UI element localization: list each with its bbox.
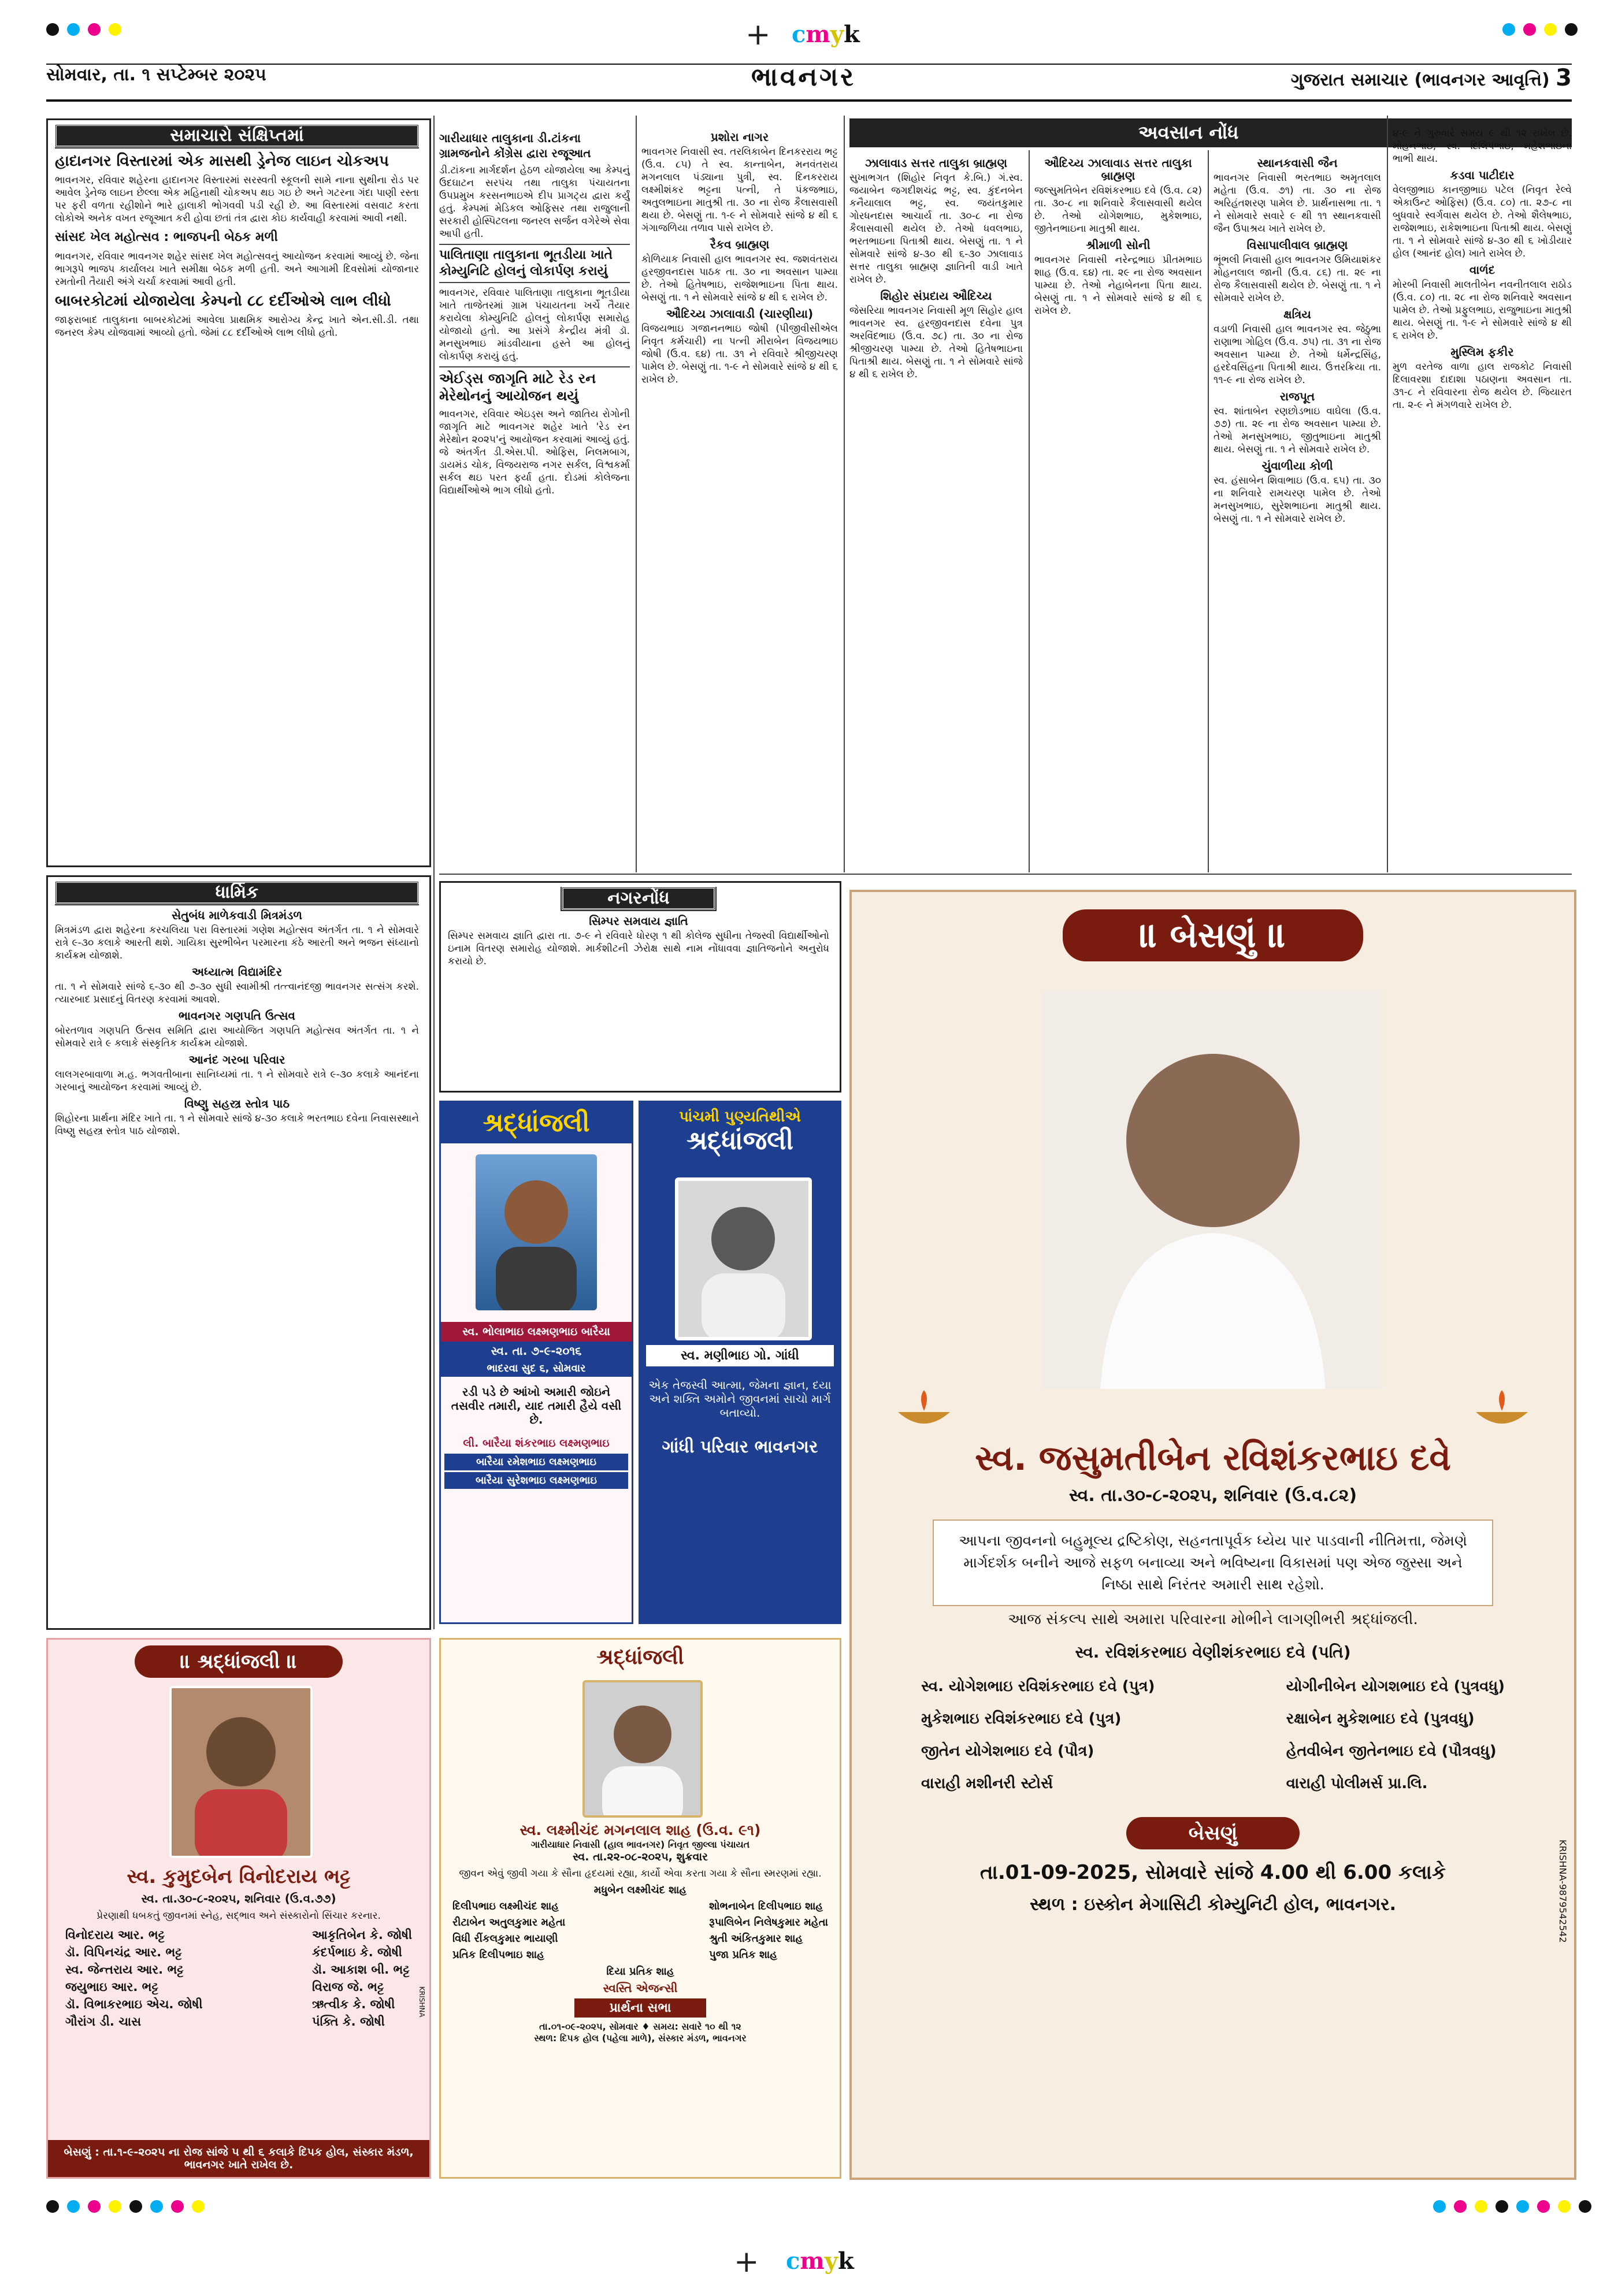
brief-body-1: ભાવનગર, રવિવાર શહેરના હાદાનગર વિસ્તારમાં સરસ્વતી સ્કૂલની સામે નાના સુથીના રોડ પર આવેલ ડ્રેનેજ લાઇન છેલ્લા એક મહિનાથી ચોકઅપ થઇ ગઇ છે અને ગટરના ગંદા પાણી રસ્તા પર ફરી વળતા રહીશોને ભારે હાલાકી ભોગવવી પડી રહી છે. આ વિસ્તારમાં વસવાટ કરતા લોકોએ અનેક વખત રજૂઆત કરી હોવા છતાં તંત્ર દ્વારા કોઇ કાર્યવાહી કરવામાં આવી નથી. [55, 174, 419, 224]
religious-h2: અધ્યાત્મ વિદ્યામંદિર [192, 965, 282, 979]
obit-h1: ઝાલાવાડ સત્તર તાલુકા બ્રાહ્મણ [864, 156, 1008, 170]
obit-h3: ઔદિચ્ય ઝાલાવાડ સત્તર તાલુકા બ્રાહ્મણ [1044, 156, 1192, 183]
laxmi-family-head: મધુબેન લક્ષ્મીચંદ શાહ [593, 1884, 687, 1896]
obit-col-b [1034, 153, 1202, 870]
district-h2: પાલિતાણા તાલુકાના ભૂતડીયા ખાતે કોમ્યુનિટિ હોલનું લોકાર્પણ કરાયું [439, 244, 630, 283]
divider-1 [433, 116, 435, 1629]
obit3b-b1: વેલજીભાઇ કાનજીભાઇ પટેલ (નિવૃત રેલ્વે એકાઉન્ટ ઓફિસ) (ઉ.વ. ૮૦) તા. ૨૭-૮ ના બુધવારે સ્વર્ગવાસ થયેલ છે. તેઓ શૈલેષભાઇ, રાજેશભાઇ, રાકેશભાઇના પિતાશ્રી થાય. બેસણું તા. ૧ ને સોમવારે સાંજે ૪-૩૦ થી ૬ ખોડીયાર હોલ (આનંદ હોલ) ખાતે રાખેલ છે. [1393, 184, 1572, 259]
bhola-family-2: બારૈયા રમેશભાઇ લક્ષ્મણભાઇ [444, 1454, 628, 1470]
registration-plus-top: + [745, 17, 771, 52]
mani-heading: શ્રદ્ધાંજલી [686, 1126, 794, 1156]
jasu-besnu-label: બેસણું [1126, 1817, 1300, 1849]
brief-body-3: જાફરાબાદ તાલુકાના બાબરકોટમાં આવેલા પ્રાથમિક આરોગ્ય કેન્દ્ર ખાતે એન.સી.ડી. તથા જનરલ કેમ્પ યોજવામાં આવ્યો હતો. જેમાં ૮૮ દર્દીઓએ લાભ લીધો હતો. [55, 314, 419, 339]
obit-b5: ભાવનગર નિવાસી ભરતભાઇ અમૃતલાલ મહેતા (ઉ.વ. ૭૧) તા. ૩૦ ના રોજ અરિહંતશરણ પામેલ છે. પ્રાર્થનાસભા તા. ૧ ને સોમવારે સવારે ૯ થી ૧૧ સ્થાનકવાસી જૈન ઉપાશ્રય ખાતે રાખેલ છે. [1214, 172, 1381, 235]
divider-4 [1029, 150, 1030, 872]
divider-2 [636, 116, 637, 872]
jasu-closing: આજ સંકલ્પ સાથે અમારા પરિવારના મોભીને લાગણીભરી શ્રદ્ધાંજલી. [1008, 1611, 1418, 1628]
divider-5 [1208, 150, 1209, 872]
obit3b-b2: મોરબી નિવાસી માલતીબેન નવનીતલાલ રાઠોડ (ઉ.વ. ૮૦) તા. ૨૮ ના રોજ શનિવારે અવસાન પામેલ છે. તેઓ પ્રફુલભાઇ, રાજુભાઇના માતુશ્રી થાય. બેસણું તા. ૧-૯ ને સોમવારે સાંજે ૪ થી ૬ રાખેલ છે. [1393, 279, 1572, 341]
jasu-credit: KRISHNA-9879542542 [1557, 1840, 1568, 1943]
obit-h4: શ્રીમાળી સોની [1086, 238, 1151, 252]
ad-laxmichand [439, 1638, 841, 2179]
cmyk-label-top: cmyk [792, 21, 860, 48]
ad-bholabhai [439, 1101, 633, 1624]
kumud-dates: સ્વ. તા.૩૦-૮-૨૦૨૫, શનિવાર (ઉ.વ.૭૭) [141, 1892, 336, 1905]
jasu-husband: સ્વ. રવિશંકરભાઇ વેણીશંકરભાઇ દવે (પતિ) [1075, 1643, 1351, 1662]
diya-icon-left [892, 1389, 956, 1429]
obit3-b2: કોળિયાક નિવાસી હાલ ભાવનગર સ્વ. જશવંતરાય હરજીવનદાસ પાઠક તા. ૩૦ ના અવસાન પામ્યા છે. તેઓ હિતેષભાઇ, રાજેશભાઇના પિતા થાય. બેસણું તા. ૧ ને સોમવારે સાંજે ૪ થી ૬ રાખેલ છે. [641, 254, 838, 303]
religious-h3: ભાવનગર ગણપતિ ઉત્સવ [178, 1009, 296, 1023]
nagar-b1: સિમ્પર સમવાય જ્ઞાતિ દ્વારા તા. ૭-૯ ને રવિવારે ધોરણ ૧ થી કોલેજ સુધીના તેજસ્વી વિદ્યાર્થીઓનો ઇનામ વિતરણ સમારોહ યોજાશે. માર્કશીટની ઝેરોક્ષ સાથે નામ નોંધાવવા જ્ઞાતિજનોને અનુરોધ કરાયો છે. [448, 930, 829, 967]
diya-icon-right [1470, 1389, 1534, 1429]
obit3-b0: ૪-૯ ને ગુરુવારે સમય ૯ થી ૧૨ રાખેલ છે. મોહનભાઇ, સ્વ. દિલિપભાઇ, મહેશભાઇના ભાભી થાય. [1393, 128, 1572, 165]
color-dots-bottom-left [46, 2200, 205, 2213]
obit-h6: વિસાપાલીવાલ બ્રાહ્મણ [1246, 238, 1348, 252]
bhola-dates: સ્વ. તા. ૭-૯-૨૦૧૬ [441, 1342, 632, 1360]
laxmi-name: સ્વ. લક્ષ્મીચંદ મગનલાલ શાહ (ઉ.વ. ૯૧) [519, 1822, 761, 1838]
color-dots-bottom-right [1433, 2200, 1591, 2213]
obit2-b1: વડાળી નિવાસી હાલ ભાવનગર સ્વ. જેઠુભા રાણાભા ગોહિલ (ઉ.વ. ૭૫) તા. ૩૧ ના રોજ અવસાન પામ્યા છે. તેઓ ધર્મેન્દ્રસિંહ, હરદેવસિંહના પિતાશ્રી થાય. ઉત્તરક્રિયા તા. ૧૧-૯ ના રોજ રાખેલ છે. [1214, 324, 1381, 386]
header-date: સોમવાર, તા. ૧ સપ્ટેમ્બર ૨૦૨૫ [46, 65, 266, 85]
obit2-h1: ક્ષત્રિય [1283, 307, 1311, 321]
district-h3: એઈડ્સ જાગૃતિ માટે રેડ રન મેરેથોનનું આયોજન થયું [439, 366, 630, 404]
obit-col-c [1214, 153, 1381, 870]
obit-b3: જલ્સુમતિબેન રવિશંકરભાઇ દવે (ઉ.વ. ૮૨) તા. ૩૦-૮ ના શનિવારે કૈલાસવાસી થયેલ છે. તેઓ યોગેશભાઇ, મુકેશભાઇ, જીતેનભાઇના માતુશ્રી થાય. [1034, 185, 1202, 235]
briefs-column [55, 124, 419, 858]
district-news-text [439, 127, 630, 861]
religious-column [55, 881, 419, 1621]
color-dots-top-left [46, 23, 121, 36]
portrait-elder-man-icon [678, 1181, 808, 1337]
district-b3: ભાવનગર, રવિવાર એઇડ્સ અને જાતિય રોગોની જાગૃતિ માટે ભાવનગર શહેર ખાતે 'રેડ રન મેરેથોન ૨૦૨૫'નું આયોજન કરવામાં આવ્યું હતું. જે અંતર્ગત ડી.એસ.પી. ઓફિસ, નિલમબાગ, ડાયમંડ ચોક, વિજયરાજ નગર સર્કલ, વિશ્વકર્મા સર્કલ થઇ પરત ફર્યા હતા. દોડમાં કોલેજના વિદ્યાર્થીઓએ ભાગ લીધો હતો. [439, 408, 630, 496]
mani-top: પાંચમી પુણ્યતિથીએ [679, 1108, 801, 1125]
bhola-verse: રડી પડે છે આંખો અમારી જોઇને તસવીર તમારી, યાદ તમારી હૈયે વસી છે. [451, 1385, 622, 1426]
registration-plus-bottom: + [734, 2245, 759, 2279]
portrait-man-icon [476, 1154, 597, 1310]
obit-col-a [849, 153, 1023, 870]
laxmi-org: સ્વસ્તિ એજન્સી [603, 1981, 678, 1995]
obit-h2: શિહોર સંપ્રદાય ઔદિચ્ય [880, 289, 992, 303]
obit-b1: સુખાભગત (શિહોર નિવૃત કે.બિ.) ગં.સ્વ. જયાબેન જગદીશચંદ્ર ભટ્ટ, સ્વ. કુંદનબેન કનૈયાલાલ ભટ્ટ, સ્વ. જયંતકુમાર ગોરધનદાસ આચાર્ય તા. ૩૦-૮ ના રોજ કૈલાસવાસી થયેલ છે. તેઓ ધવલભાઇ, ભરતભાઇના પિતાશ્રી થાય. બેસણું તા. ૧ ને સોમવારે સાંજે ૪-૩૦ થી ૬-૩૦ ઝાલાવાડ સત્તર તાલુકા બ્રાહ્મણ જ્ઞાતિની વાડી ખાતે રાખેલ છે. [849, 172, 1023, 285]
religious-b3: બોરતળાવ ગણપતિ ઉત્સવ સમિતિ દ્વારા આયોજિત ગણપતિ મહોત્સવ અંતર્ગત તા. ૧ ને સોમવારે રાત્રે ૯ કલાકે સંસ્કૃતિક કાર્યક્રમ યોજાશે. [55, 1025, 419, 1049]
religious-title: ધાર્મિક [55, 881, 419, 904]
obit2-b3: સ્વ. હંસાબેન શિવાભાઇ (ઉ.વ. ૬૫) તા. ૩૦ ના શનિવારે રામચરણ પામેલ છે. તેઓ મનસુખભાઇ, સુરેશભાઇના માતુશ્રી થાય. બેસણું તા. ૧ ને સોમવારે રાખેલ છે. [1214, 475, 1381, 525]
jasu-besnu-place: સ્થળ : ઇસ્કોન મેગાસિટી કોમ્યુનિટી હોલ, ભાવનગર. [1029, 1894, 1397, 1915]
bhola-name: સ્વ. ભોલાભાઇ લક્ષ્મણભાઇ બારૈયા [441, 1322, 632, 1342]
jasu-name: સ્વ. જસુમતીબેન રવિશંકરભાઇ દવે [975, 1438, 1451, 1478]
obit3-b1: ભાવનગર નિવાસી સ્વ. તરલિકાબેન દિનકરરાય ભટ્ટ (ઉ.વ. ૮૫) તે સ્વ. કાન્તાબેન, મનવંતરાય મગનલાલ પંડ્યાના પુત્રી, સ્વ. દિનકરરાય લક્ષ્મીશંકર ભટ્ટના પત્ની, તે પંકજભાઇ, અતુલભાઇના માતુશ્રી તા. ૩૦ ના રોજ કૈલાસવાસી થયા છે. બેસણું તા. ૧-૯ ને સોમવારે સાંજે ૪ થી ૬ ગંગાજળિયા તળાવ પાસે રાખેલ છે. [641, 146, 838, 234]
kumud-family-right: આકૃતિબેન કે. જોષી કંદર્પભાઇ કે. જોષી ડૉ. આકાશ બી. ભટ્ટ વિરાજ જે. ભટ્ટ ઋત્વીક કે. જોષી પંક્તિ કે. જોષી [311, 1928, 412, 2028]
cmyk-label-bottom: cmyk [786, 2247, 854, 2275]
nagar-h1: સિમ્પર સમવાય જ્ઞાતિ [589, 914, 688, 928]
jasu-dates: સ્વ. તા.૩૦-૮-૨૦૨૫, શનિવાર (ઉ.વ.૮૨) [1068, 1485, 1357, 1506]
obit3b-h1: કડવા પાટીદાર [1450, 168, 1515, 182]
jasu-heading: ॥ બેસણું ॥ [1063, 909, 1363, 961]
ad-kumudben [46, 1638, 431, 2179]
bhola-heading: શ્રદ્ધાંજલી [441, 1102, 632, 1143]
laxmi-sabha: પ્રાર્થના સભા [574, 1998, 706, 2018]
obit3-h3: ઔદિચ્ય ઝાલાવાડી (ચારણીયા) [666, 307, 814, 321]
obit2-b2: સ્વ. શાંતાબેન રણછોડભાઇ વાઘેલા (ઉ.વ. ૭૭) તા. ૨૯ ના રોજ અવસાન પામ્યા છે. તેઓ મનસુખભાઇ, જીતુભાઇના માતુશ્રી થાય. બેસણું તા. ૧ ને સોમવારે રાખેલ છે. [1214, 406, 1381, 455]
obit-h5: સ્થાનકવાસી જૈન [1257, 156, 1338, 170]
laxmi-origin: ગારીયાધાર નિવાસી (હાલ ભાવનગર) નિવૃત જીલ્લા પંચાયત [530, 1839, 750, 1850]
laxmi-photo [582, 1680, 703, 1818]
laxmi-grand: દિયા પ્રતિક શાહ [606, 1966, 674, 1978]
obit3b-h2: વાળંદ [1469, 263, 1495, 277]
obit3-h1: પ્રશોરા નાગર [710, 130, 769, 144]
nagar-column [448, 887, 829, 1083]
obit-title: અવસાન નોંધ [1138, 121, 1239, 143]
nagar-title: નગરનોંધ [562, 887, 715, 910]
obit-b6: ભૂંભલી નિવાસી હાલ ભાવનગર ઉમિયાશંકર મોહનલાલ જાની (ઉ.વ. ૮૬) તા. ૨૯ ના રોજ કૈલાસવાસી થયેલ છે. બેસણું તા. ૧ ને સોમવારે રાખેલ છે. [1214, 254, 1381, 304]
jasu-besnu-time: તા.01-09-2025, સોમવારે સાંજે 4.00 થી 6.00 કલાકે [980, 1861, 1446, 1884]
jasu-photo [1042, 990, 1383, 1389]
kumud-credit: KRISHNA [418, 1986, 426, 2018]
jasu-family-left: સ્વ. યોગેશભાઇ રવિશંકરભાઇ દવે (પુત્ર) મુકેશભાઇ રવિશંકરભાઇ દવે (પુત્ર) જીતેન યોગેશભાઇ દવે (પૌત્ર) વારાહી મશીનરી સ્ટોર્સ [921, 1678, 1155, 1792]
religious-b4: લાલગરબાવાળા મ.હ. ભગવતીબાના સાનિધ્યમાં તા. ૧ ને સોમવારે રાત્રે ૯-૩૦ કલાકે આનંદના ગરબાનું આયોજન કરવામાં આવ્યું છે. [55, 1069, 419, 1093]
bhola-family-3: બારૈયા સુરેશભાઇ લક્ષ્મણભાઇ [444, 1472, 628, 1489]
brief-headline-3: બાબરકોટમાં યોજાયેલા કેમ્પનો ૮૮ દર્દીઓએ લાભ લીધો [55, 292, 391, 310]
briefs-title: સમાચારો સંક્ષિપ્તમાં [55, 124, 419, 147]
kumud-photo [169, 1686, 313, 1858]
laxmi-dates: સ્વ. તા.૨૨-૦૮-૨૦૨૫, શુક્રવાર [573, 1851, 708, 1863]
district-b1: ડી.ટાંકના માર્ગદર્શન હેઠળ યોજાયેલા આ કેમ્પનું ઉદઘાટન સરપંચ તથા તાલુકા પંચાયતના ઉપપ્રમુખ કરસનભાઇએ દીપ પ્રાગટ્ય દ્વારા કર્યું હતું. કેમ્પમાં મેડિકલ ઓફિસર તથા રાજુલાની સરકારી હોસ્પિટલના જનરલ સર્જન વગેરેએ સેવા આપી હતી. [439, 165, 630, 240]
kumud-text: પ્રેરણાથી ધબકતું જીવનમાં સ્નેહ, સદ્ભાવ અને સંસ્કારોનો સિંચાર કરનાર. [97, 1910, 381, 1922]
obit3b-h3: મુસ્લિમ ફકીર [1450, 345, 1514, 359]
district-b2: ભાવનગર, રવિવાર પાલિતાણા તાલુકાના ભૂતડીયા ખાતે તાજેતરમાં ગ્રામ પંચાયતના ખર્ચે તૈયાર કરાયેલા કોમ્યુનિટિ હોલનું લોકાર્પણ સમારોહ યોજાયો હતો. આ પ્રસંગે કેન્દ્રીય મંત્રી ડૉ. મનસુખભાઇ માંડવીયાના હસ્તે આ હોલનું લોકાર્પણ કરાયું હતું. [439, 287, 630, 362]
brief-headline-2: સાંસદ ખેલ મહોત્સવ : ભાજપની બેઠક મળી [55, 230, 278, 244]
laxmi-family-left: દિલીપભાઇ લક્ષ્મીચંદ શાહ રીટાબેન અતુલકુમાર મહેતા વિધી રીંકલકુમાર ભાયાણી પ્રતિક દિલીપભાઇ શાહ [452, 1900, 566, 1961]
religious-h5: વિષ્ણુ સહસ્ત્ર સ્તોત્ર પાઠ [184, 1097, 290, 1110]
mani-family: ગાંધી પરિવાર ભાવનગર [662, 1437, 818, 1457]
jasu-family-right: યોગીનીબેન યોગશભાઇ દવે (પુત્રવધુ) રક્ષાબેન મુકેશભાઇ દવે (પુત્રવધુ) હેતવીબેન જીતેનભાઇ દવે (પૌત્રવધુ) વારાહી પોલીમર્સ પ્રા.લિ. [1286, 1678, 1505, 1792]
page-number: 3 [1556, 65, 1572, 91]
religious-h4: આનંદ ગરબા પરિવાર [188, 1053, 285, 1067]
brief-body-2: ભાવનગર, રવિવાર ભાવનગર શહેર સાંસદ ખેલ મહોત્સવનું આયોજન કરવામાં આવ્યું છે. જેના ભાગરૂપે ભાજપ કાર્યાલય ખાતે સમીક્ષા બેઠક મળી હતી. અને આગામી દિવસોમાં યોજાનાર રમતોની તૈયારી અંગે ચર્ચા કરવામાં આવી હતી. [55, 251, 419, 288]
obit2-h2: રાજપૂત [1279, 389, 1315, 403]
obit-col-d [1393, 127, 1572, 870]
bhola-family-1: લી. બારૈયા શંકરભાઇ લક્ષ્મણભાઇ [463, 1437, 610, 1450]
laxmi-heading: શ્રદ્ધાંજલી [596, 1645, 684, 1669]
kumud-family-left: વિનોદરાય આર. ભટ્ટ ડૉ. વિપિનચંદ્ર આર. ભટ્ટ સ્વ. જેન્તરાય આર. ભટ્ટ જયુભાઇ આર. ભટ્ટ ડૉ. વિભાકરભાઇ એચ. જોષી ગૌરાંગ ડી. ચાસ [65, 1928, 203, 2028]
obit3-h2: રૈકવ બ્રાહ્મણ [710, 237, 770, 251]
paper-name: ગુજરાત સમાચાર (ભાવનગર આવૃત્તિ) 3 [1290, 65, 1572, 91]
laxmi-sabha-detail: તા.૦૧-૦૯-૨૦૨૫, સોમવાર ♦ સમય: સવારે ૧૦ થી ૧૨ [539, 2021, 741, 2032]
laxmi-verse: જીવન એવું જીવી ગયા કે સૌના હૃદયમાં રહ્યા, કાર્યો એવા કરતા ગયા કે સૌના સ્મરણમાં રહ્યા. [459, 1868, 822, 1879]
kumud-heading: ॥ શ્રદ્ધાંજલી ॥ [135, 1645, 343, 1678]
mani-photo [675, 1177, 812, 1340]
divider-3 [844, 116, 845, 872]
obit-b4: ભાવનગર નિવાસી નરેન્દ્રભાઇ પ્રીતમભાઇ શાહ (ઉ.વ. ૬૪) તા. ૨૯ ના રોજ અવસાન પામ્યા છે. તેઓ નેહાબેનના પિતા થાય. બેસણું તા. ૧ ને સોમવારે સાંજે ૪ થી ૬ રાખેલ છે. [1034, 254, 1202, 317]
obit3-b3: વિજયભાઇ ગજાનનભાઇ જોષી (પીજીવીસીએલ નિવૃત કર્મચારી) ના પત્ની મીરાબેન વિજયભાઇ જોષી (ઉ.વ. ૬૪) તા. ૩૧ ને રવિવારે શ્રીજીચરણ પામેલ છે. બેસણું તા. ૧-૯ ને સોમવારે સાંજે ૪ થી ૬ રાખેલ છે. [641, 323, 838, 385]
religious-b1: મિત્રમંડળ દ્વારા શહેરના કરચલિયા પરા વિસ્તારમાં ગણેશ મહોત્સવ અંતર્ગત તા. ૧ ને સોમવારે રાત્રે ૯-૩૦ કલાકે આરતી થશે. ગાયિકા સુરભીબેન પરમારના કંઠે આરતી અને ભજન સંધ્યાનો કાર્યક્રમ યોજાશે. [55, 924, 419, 961]
brief-headline-1: હાદાનગર વિસ્તારમાં એક માસથી ડ્રેનેજ લાઇન ચોકઅપ [55, 153, 389, 170]
color-dots-top-right [1502, 23, 1578, 36]
section-title: ભાવનગર [751, 62, 856, 92]
mani-verse: એક તેજસ્વી આત્મા, જેમના જ્ઞાન, દયા અને શક્તિ અમોને જીવનમાં સાચો માર્ગ બતાવ્યો. [648, 1378, 832, 1420]
portrait-woman-icon [172, 1688, 310, 1856]
ad-manibhai [639, 1101, 841, 1624]
ad-jasumatiben [849, 890, 1576, 2180]
district-h1: ગારીયાધાર તાલુકાના ડી.ટાંકના ગ્રામજનોને કોંગ્રેસ દ્વારા રજૂઆત [439, 131, 591, 160]
religious-b2: તા. ૧ ને સોમવારે સાંજે ૬-૩૦ થી ૭-૩૦ સુધી સ્વામીશ્રી તત્ત્વાનંદજી ભાવનગર સત્સંગ કરશે. ત્યારબાદ પ્રસાદનું વિતરણ કરવામાં આવશે. [55, 981, 419, 1005]
bhola-photo [476, 1154, 597, 1310]
bhola-tithi: ભાદરવા સુદ ૬, સોમવાર [441, 1360, 632, 1377]
portrait-elderly-man-icon [585, 1682, 700, 1815]
obit3b-b3: મુળ વરતેજ વાળા હાલ રાજકોટ નિવાસી દિલાવરશા દાદાશા પઠાણના અવસાન તા. ૩૧-૮ ને રવિવારના રોજ થયેલ છે. જિયારત તા. ૨-૯ ને મંગળવારે રાખેલ છે. [1393, 361, 1572, 411]
mani-name: સ્વ. મણીભાઇ ગો. ગાંધી [646, 1345, 834, 1366]
section-divider-mid [439, 874, 1572, 875]
divider-6 [1387, 116, 1388, 872]
obit-column-3 [641, 127, 838, 872]
kumud-besnu: બેસણું : તા.૧-૯-૨૦૨૫ ના રોજ સાંજે ૫ થી ૬ કલાકે દિપક હોલ, સંસ્કાર મંડળ, ભાવનગર ખાતે રાખેલ છે. [48, 2140, 429, 2177]
jasu-tribute: આપના જીવનનો બહુમૂલ્ય દ્રષ્ટિકોણ, સહનતાપૂર્વક ધ્યેય પાર પાડવાની નીતિમત્તા, જેમણે માર્ગદર્શક બનીને આજે સફળ બનાવ્યા અને ભવિષ્યના વિકાસમાં પણ એજ જુસ્સા અને નિષ્ઠા સાથે નિરંતર અમારી સાથ રહેશો. [933, 1519, 1493, 1606]
obit-b2: જેસરિયા ભાવનગર નિવાસી મૂળ સિહોર હાલ ભાવનગર સ્વ. હરજીવનદાસ દવેના પુત્ર અરવિંદભાઇ (ઉ.વ. ૭૮) તા. ૩૦ ના રોજ શ્રીજીચરણ પામ્યા છે. તેઓ હિતેષભાઇના પિતાશ્રી થાય. બેસણું તા. ૧ ને સોમવારે સાંજે ૪ થી ૬ રાખેલ છે. [849, 305, 1023, 380]
religious-h1: સેતુબંધ માળેકવાડી મિત્રમંડળ [172, 908, 302, 922]
obit2-h3: ચુંવાળીયા કોળી [1261, 459, 1333, 473]
laxmi-place: સ્થળ: દિપક હોલ (પહેલા માળે), સંસ્કાર મંડળ, ભાવનગર [534, 2033, 747, 2044]
kumud-name: સ્વ. કુમુદબેન વિનોદરાય ભટ્ટ [127, 1865, 351, 1888]
laxmi-family-right: શોભનાબેન દિલીપભાઇ શાહ રૂપાલિબેન નિલેષકુમાર મહેતા શ્રુતી અંકિતકુમાર શાહ પુજા પ્રતિક શાહ [709, 1900, 828, 1961]
religious-b5: શિહોરના પ્રાર્થના મંદિર ખાતે તા. ૧ ને સોમવારે સાંજે ૪-૩૦ કલાકે ભરતભાઇ દવેના નિવાસસ્થાને વિષ્ણુ સહસ્ત્ર સ્તોત્ર પાઠ યોજાશે. [55, 1113, 419, 1137]
portrait-elderly-woman-icon [1042, 990, 1383, 1389]
